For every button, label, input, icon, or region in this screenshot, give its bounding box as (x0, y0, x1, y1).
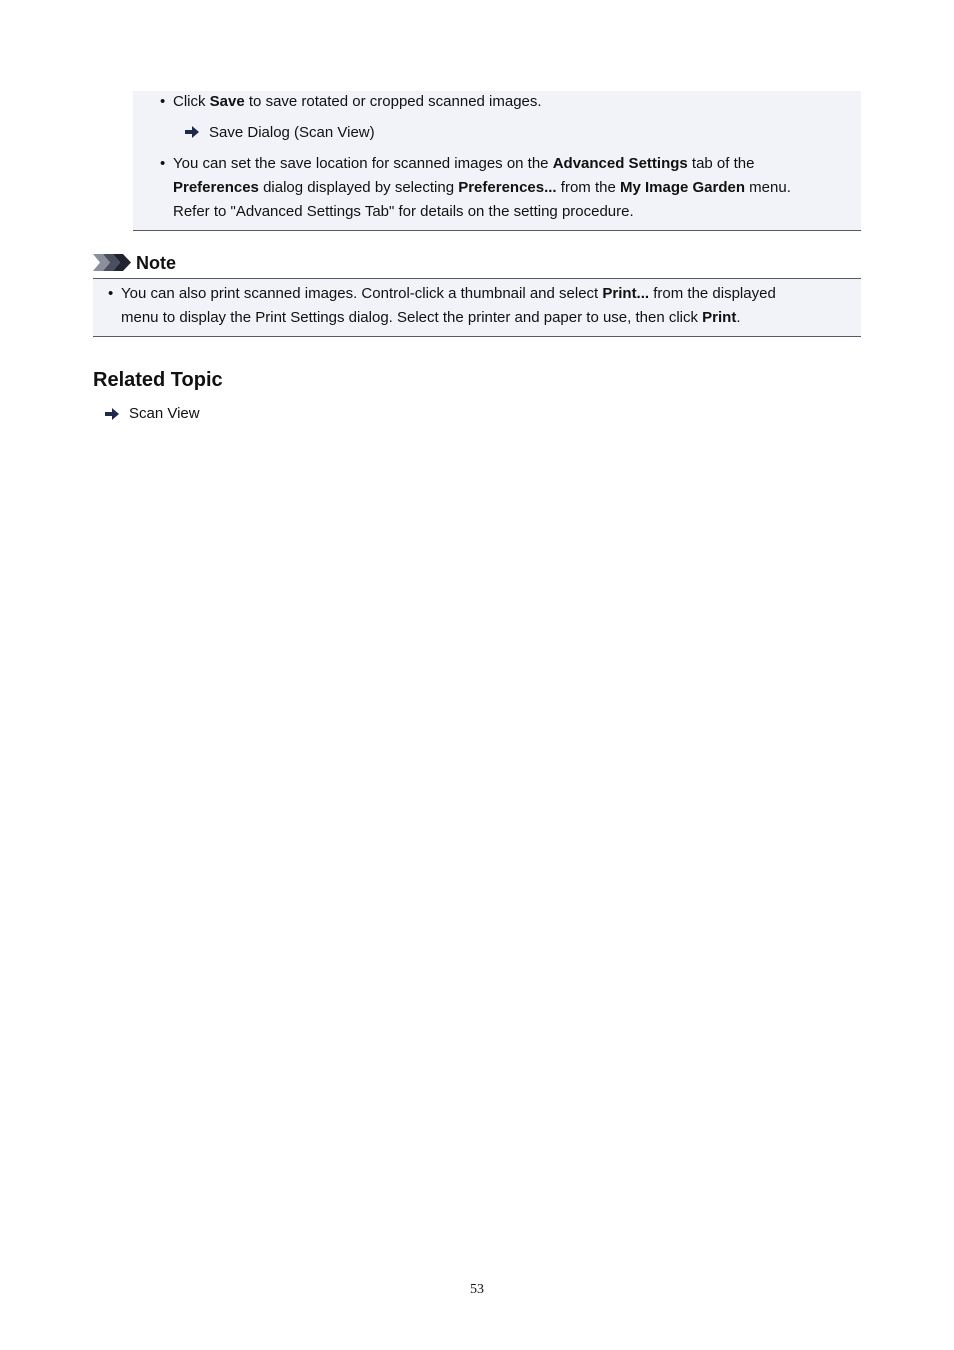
bullet: • (160, 93, 166, 110)
arrow-right-icon (185, 126, 199, 138)
arrow-right-icon (105, 408, 119, 420)
save-location-line-3: Refer to "Advanced Settings Tab" for details on the setting procedure. (173, 203, 634, 220)
page-number: 53 (470, 1282, 484, 1297)
save-location-line-2: Preferences dialog displayed by selecting Preferences... from the My Image Garden menu. (173, 179, 791, 196)
save-location-line-1: You can set the save location for scanned images on the Advanced Settings tab of the (173, 155, 755, 172)
note-line-1: You can also print scanned images. Control-click a thumbnail and select Print... from the displayed (121, 285, 776, 302)
content-box (133, 91, 861, 231)
save-term: Save (209, 93, 245, 110)
note-box (93, 278, 861, 337)
bullet: • (160, 155, 166, 172)
save-dialog-link[interactable]: Save Dialog (Scan View) (209, 124, 375, 141)
related-topic-heading: Related Topic (93, 369, 223, 391)
save-instruction: Click Save to save rotated or cropped scanned images. (173, 93, 542, 110)
note-icon (93, 254, 131, 271)
bullet: • (108, 285, 114, 302)
scan-view-link[interactable]: Scan View (129, 405, 200, 422)
note-line-2: menu to display the Print Settings dialog. Select the printer and paper to use, then click Print. (121, 309, 741, 326)
note-title: Note (136, 253, 176, 273)
